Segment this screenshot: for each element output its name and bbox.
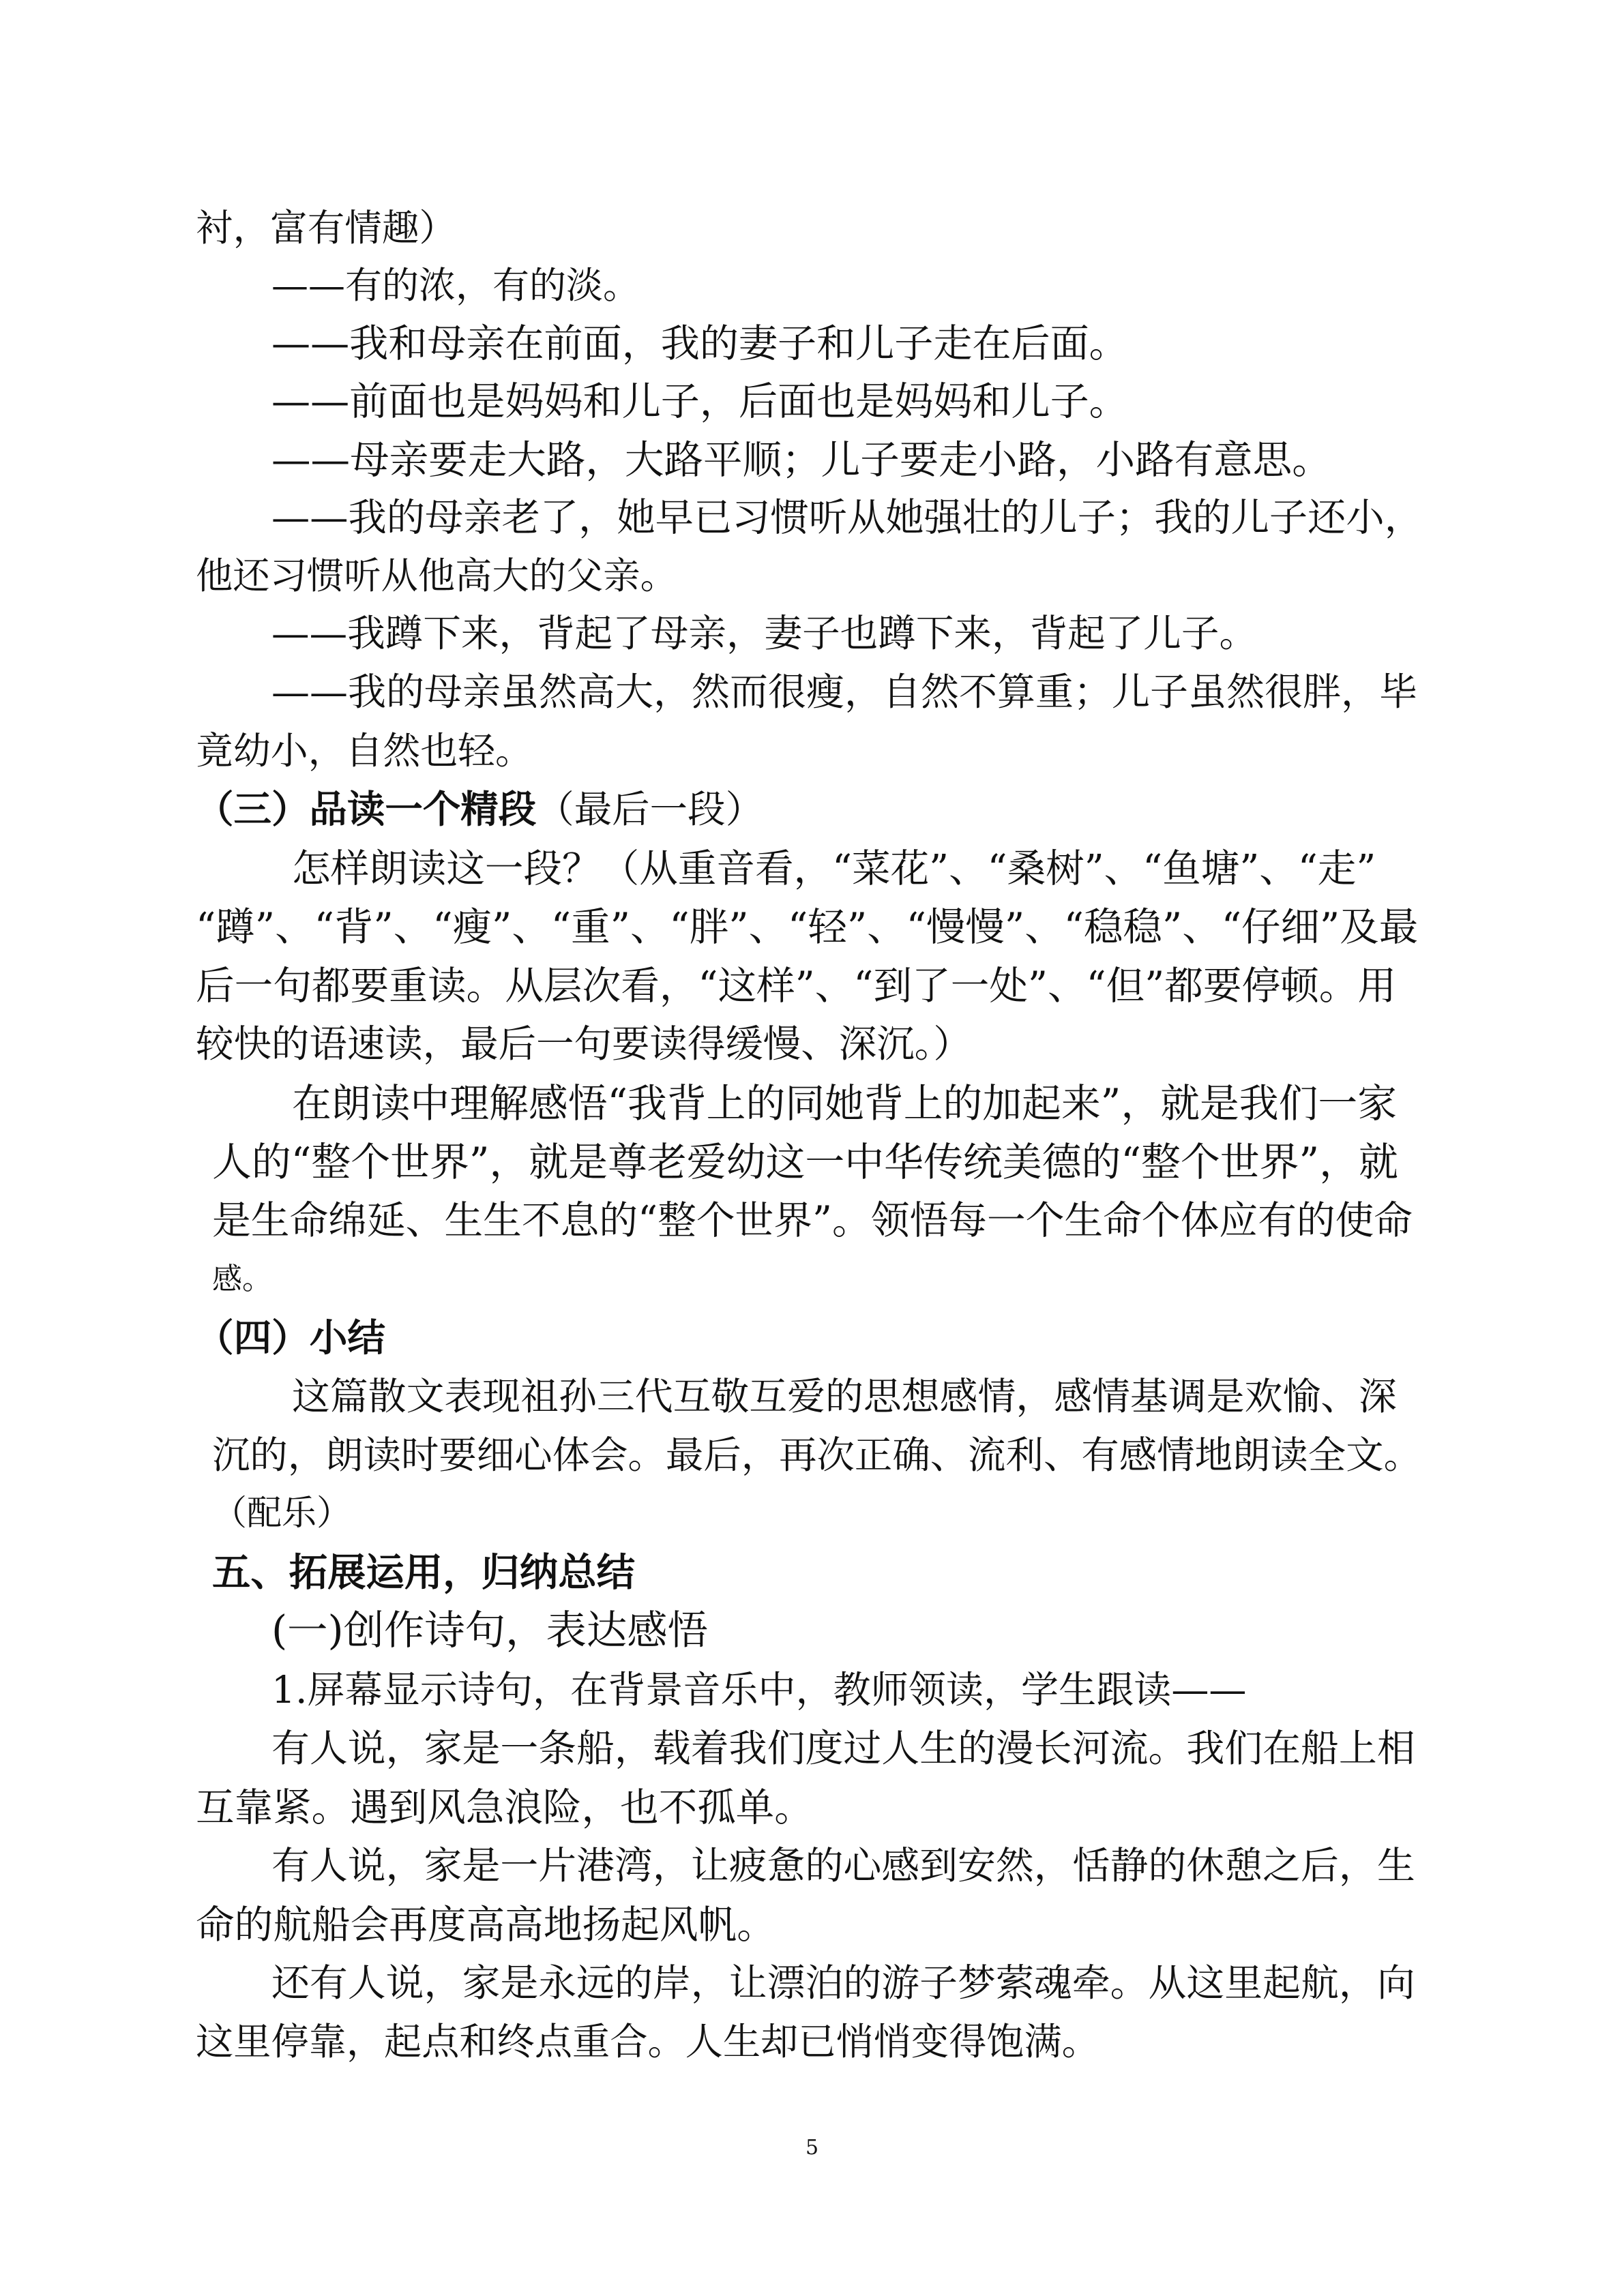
section-heading: （四）小结 (196, 1316, 385, 1360)
section-heading-bold: （三）品读一个精段 (196, 788, 537, 832)
page-number: 5 (805, 2136, 819, 2160)
text-line: 这篇散文表现祖孙三代互敬互爱的思想感情，感情基调是欢愉、深 (292, 1375, 1397, 1419)
text-line: ——我和母亲在前面，我的妻子和儿子走在后面。 (271, 321, 1128, 366)
text-line: 1.屏幕显示诗句，在背景音乐中，教师领读，学生跟读—— (271, 1668, 1247, 1712)
text-line: 在朗读中理解感悟“我背上的同她背上的加起来”，就是我们一家 (292, 1080, 1398, 1127)
text-line: ——前面也是妈妈和儿子，后面也是妈妈和儿子。 (271, 379, 1128, 424)
text-line: 他还习惯听从他高大的父亲。 (196, 554, 677, 597)
text-line: 互靠紧。遇到风急浪险，也不孤单。 (196, 1785, 813, 1830)
section-heading-note: （最后一段） (536, 788, 764, 832)
text-line: 沉的，朗读时要细心体会。最后，再次正确、流利、有感情地朗读全文。 (212, 1434, 1422, 1478)
text-line: ——我的母亲虽然高大，然而很瘦，自然不算重；儿子虽然很胖，毕 (271, 670, 1417, 715)
text-line: ——母亲要走大路，大路平顺；儿子要走小路，小路有意思。 (271, 437, 1331, 483)
text-line: ——我蹲下来，背起了母亲，妻子也蹲下来，背起了儿子。 (271, 612, 1258, 656)
text-line: 这里停靠，起点和终点重合。人生却已悄悄变得饱满。 (196, 2021, 1099, 2064)
text-line: 有人说，家是一片港湾，让疲惫的心感到安然，恬静的休憩之后，生 (271, 1844, 1415, 1888)
text-line: 命的航船会再度高高地扬起风帆。 (196, 1903, 776, 1948)
text-line: （配乐） (212, 1493, 352, 1534)
text-line: ——有的浓，有的淡。 (271, 264, 640, 307)
text-line: 竟幼小，自然也轻。 (196, 729, 533, 773)
text-line: 感。 (212, 1262, 272, 1296)
text-line: 后一句都要重读。从层次看，“这样”、“到了一处”、“但”都要停顿。用 (196, 964, 1397, 1009)
text-line: 衬，富有情趣） (196, 206, 456, 250)
text-line: “蹲”、“背”、“瘦”、“重”、“胖”、“轻”、“慢慢”、“稳稳”、“仔细”及最 (196, 904, 1419, 950)
text-line: 是生命绵延、生生不息的“整个世界”。领悟每一个生命个体应有的使命 (212, 1198, 1413, 1243)
text-line: 怎样朗读这一段？（从重音看，“菜花”、“桑树”、“鱼塘”、“走” (292, 846, 1376, 891)
section-heading: 五、拓展运用，归纳总结 (212, 1551, 635, 1595)
text-line: ——我的母亲老了，她早已习惯听从她强壮的儿子；我的儿子还小， (271, 496, 1423, 540)
text-line: 还有人说，家是永远的岸，让漂泊的游子梦萦魂牵。从这里起航，向 (271, 1961, 1415, 2006)
text-line: 有人说，家是一条船，载着我们度过人生的漫长河流。我们在船上相 (271, 1727, 1415, 1771)
text-line: (一)创作诗句，表达感悟 (271, 1607, 708, 1654)
text-line: 较快的语速读，最后一句要读得缓慢、深沉。） (196, 1023, 971, 1067)
text-line: 人的“整个世界”，就是尊老爱幼这一中华传统美德的“整个世界”，就 (212, 1139, 1398, 1185)
section-heading (196, 790, 763, 831)
